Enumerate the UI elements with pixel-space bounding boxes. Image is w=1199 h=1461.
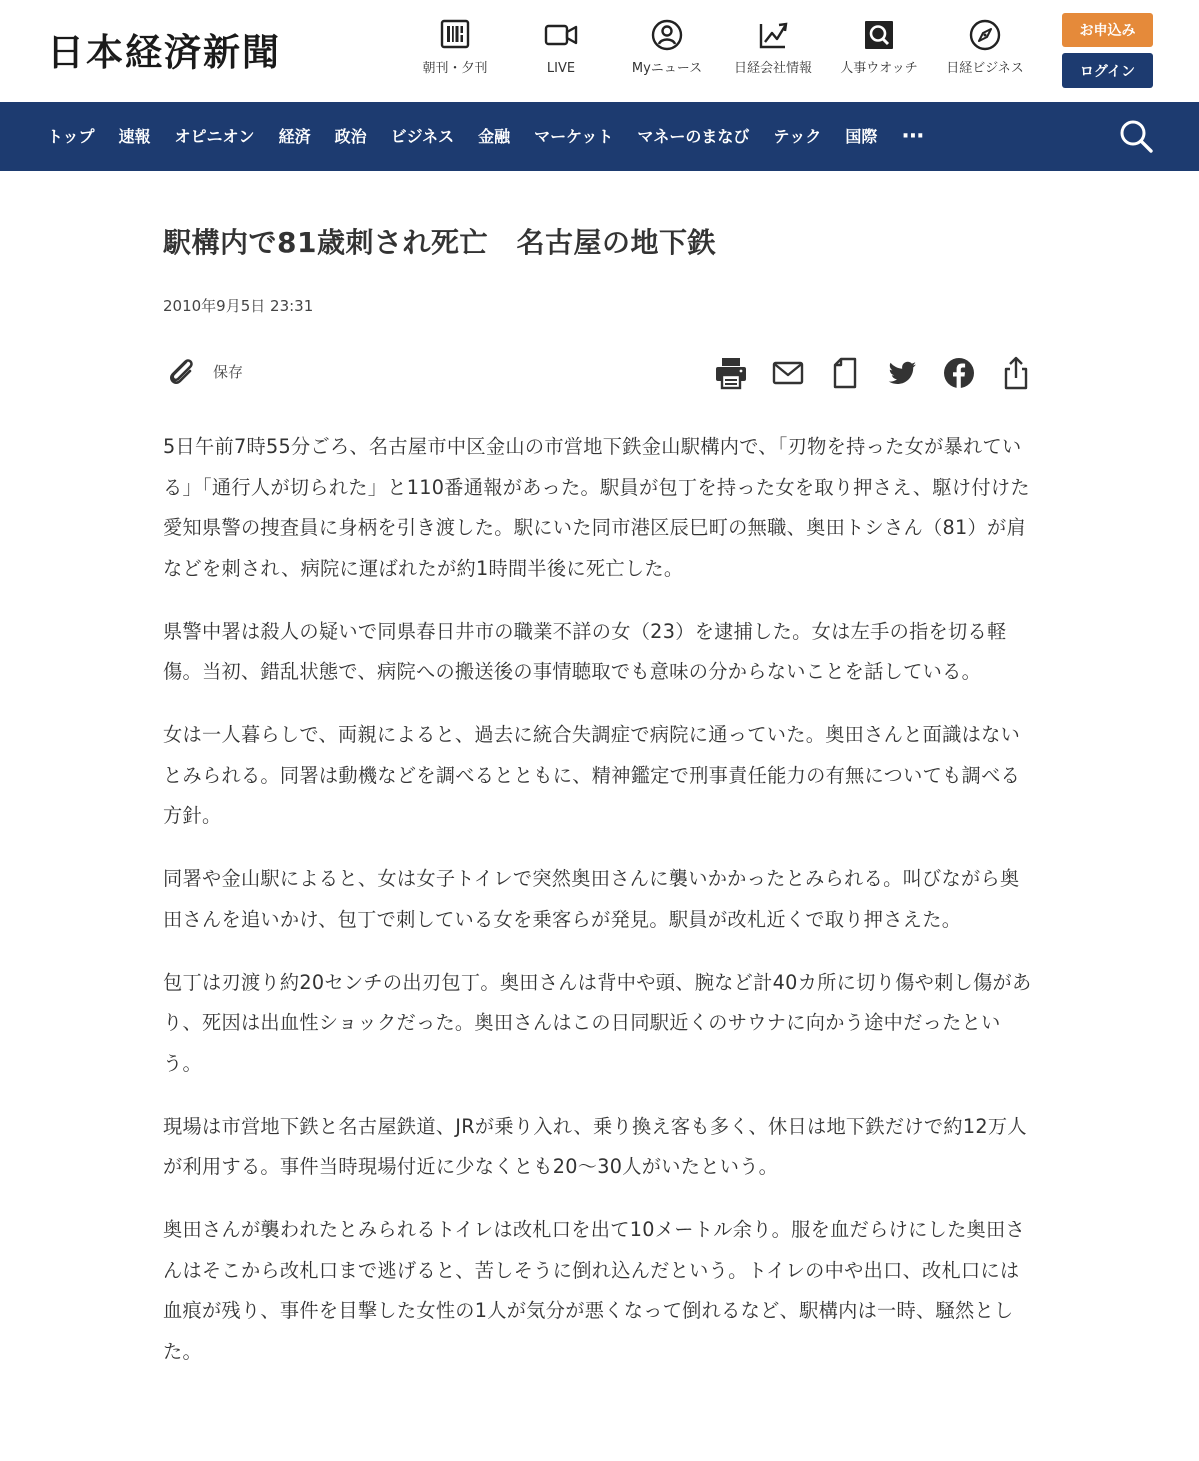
nav-breaking[interactable]: 速報	[118, 127, 151, 146]
compass-icon	[968, 18, 1002, 52]
article-paragraph: 女は一人暮らしで、両親によると、過去に統合失調症で病院に通っていた。奥田さんと面識はないとみられる。同署は動機などを調べるとともに、精神鑑定で刑事責任能力の有無についても調べる方針。	[163, 723, 1021, 827]
article-paragraph: 奥田さんが襲われたとみられるトイレは改札口を出て10メートル余り。服を血だらけにした奥田さんはそこから改札口まで逃げると、苦しそうに倒れ込んだという。トイレの中や出口、改札口には血痕が残り、事件を目撃した女性の1人が気分が悪くなって倒れるなど、駅構内は一時、騒然とした。	[163, 1218, 1026, 1363]
magnifier-box-icon	[862, 18, 896, 52]
header-nav-label: 日経会社情報	[733, 61, 812, 76]
header-nav-live[interactable]	[508, 18, 614, 84]
article-toolbar	[163, 347, 1038, 399]
header-nav	[402, 18, 1038, 84]
share-button[interactable]	[994, 351, 1038, 395]
header-nav-business[interactable]	[932, 18, 1038, 84]
twitter-icon	[884, 355, 920, 391]
header-nav-personnel[interactable]	[826, 18, 932, 84]
article-date: 2010年9月5日 23:31	[163, 297, 314, 315]
header-nav-label: Myニュース	[631, 61, 703, 76]
login-button[interactable]: ログイン	[1062, 53, 1153, 88]
nav-more-button[interactable]: ···	[901, 124, 924, 149]
nav-business[interactable]: ビジネス	[390, 127, 455, 146]
nav-politics[interactable]: 政治	[334, 127, 367, 146]
print-icon	[713, 355, 749, 391]
nav-tech[interactable]: テック	[773, 127, 822, 146]
article-body	[163, 427, 1038, 1372]
search-button[interactable]	[1117, 117, 1155, 155]
print-button[interactable]	[709, 351, 753, 395]
nav-top[interactable]: トップ	[47, 127, 95, 146]
article-paragraph: 5日午前7時55分ごろ、名古屋市中区金山の市営地下鉄金山駅構内で、「刃物を持った女が暴れている」「通行人が切られた」と110番通報があった。駅員が包丁を持った女を取り押さえ、駆け付けた愛知県警の捜査員に身柄を引き渡した。駅にいた同市港区辰巳町の無職、奥田トシさん（81）が肩などを刺され、病院に運ばれたが約1時間半後に死亡した。	[163, 435, 1030, 580]
header-nav-company-info[interactable]	[720, 18, 826, 84]
clip-note-button[interactable]	[823, 351, 867, 395]
article-paragraph: 包丁は刃渡り約20センチの出刃包丁。奥田さんは背中や頭、腕など計40カ所に切り傷や刺し傷があり、死因は出血性ショックだった。奥田さんはこの日同駅近くのサウナに向かう途中だったという。	[163, 970, 1032, 1075]
paperclip-icon	[163, 353, 199, 389]
article	[163, 222, 1038, 1395]
apply-button[interactable]: お申込み	[1062, 13, 1153, 47]
user-circle-icon	[650, 18, 684, 52]
share-icon	[998, 355, 1034, 391]
chart-arrow-icon	[756, 18, 790, 52]
header-nav-morning-evening[interactable]	[402, 18, 508, 84]
search-icon	[1117, 117, 1155, 155]
header-nav-label: LIVE	[546, 61, 576, 76]
save-button[interactable]	[163, 353, 243, 389]
facebook-icon	[941, 355, 977, 391]
article-paragraph: 県警中署は殺人の疑いで同県春日井市の職業不詳の女（23）を逮捕した。女は左手の指を切る軽傷。当初、錯乱状態で、病院への搬送後の事情聴取でも意味の分からないことを話している。	[163, 619, 1007, 683]
nav-international[interactable]: 国際	[845, 127, 878, 146]
nav-market[interactable]: マーケット	[534, 127, 614, 146]
header-nav-label: 人事ウオッチ	[840, 61, 918, 76]
newspaper-icon	[438, 18, 472, 52]
note-icon	[827, 355, 863, 391]
save-label: 保存	[213, 362, 244, 381]
article-paragraph: 現場は市営地下鉄と名古屋鉄道、JRが乗り入れ、乗り換え客も多く、休日は地下鉄だけで約12万人が利用する。事件当時現場付近に少なくとも20～30人がいたという。	[163, 1114, 1027, 1178]
site-header	[0, 0, 1199, 102]
video-camera-icon	[544, 18, 578, 52]
facebook-share-button[interactable]	[937, 351, 981, 395]
twitter-share-button[interactable]	[880, 351, 924, 395]
article-title: 駅構内で81歳刺され死亡 名古屋の地下鉄	[163, 226, 716, 259]
header-nav-label: 朝刊・夕刊	[422, 61, 488, 76]
main-nav	[0, 102, 1199, 171]
nav-money-learning[interactable]: マネーのまなび	[637, 127, 750, 146]
nav-finance[interactable]: 金融	[478, 127, 511, 146]
site-logo[interactable]: 日本経済新聞	[47, 30, 281, 74]
main-nav-list	[35, 102, 935, 171]
header-nav-mynews[interactable]	[614, 18, 720, 84]
header-nav-label: 日経ビジネス	[946, 61, 1024, 76]
article-paragraph: 同署や金山駅によると、女は女子トイレで突然奥田さんに襲いかかったとみられる。叫びながら奥田さんを追いかけ、包丁で刺している女を乗客らが発見。駅員が改札近くで取り押さえた。	[163, 867, 1020, 931]
nav-economy[interactable]: 経済	[278, 127, 311, 146]
nav-opinion[interactable]: オピニオン	[174, 127, 255, 146]
mail-icon	[770, 355, 806, 391]
email-button[interactable]	[766, 351, 810, 395]
share-buttons	[696, 351, 1038, 395]
